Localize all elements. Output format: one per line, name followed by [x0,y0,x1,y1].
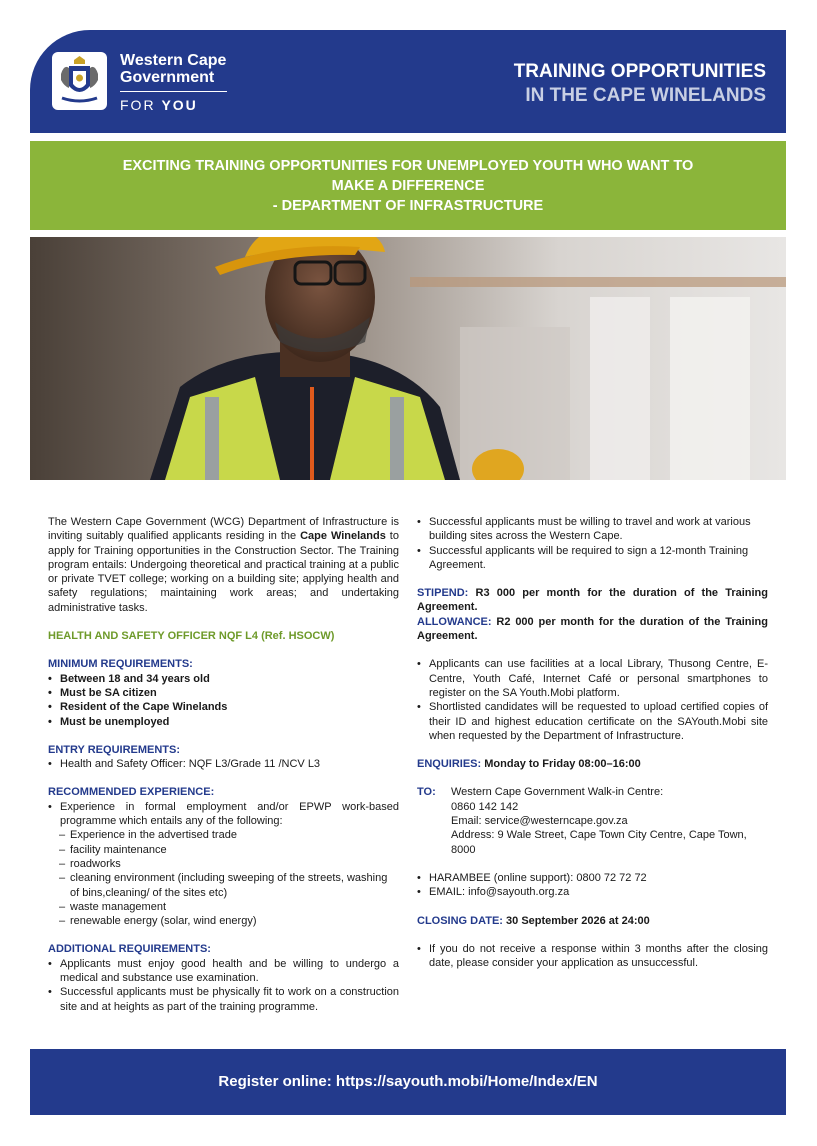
application-notes-list [417,657,768,743]
sub-list-item: – renewable energy (solar, wind energy) [48,914,399,928]
header-bar [30,30,786,133]
register-footer [30,1049,786,1115]
title-line-1: TRAINING OPPORTUNITIES [513,61,766,82]
recommended-experience-list [48,800,399,829]
left-column [48,515,399,1014]
closing-date-line [417,914,768,928]
allowance-label: ALLOWANCE: [417,615,492,628]
list-item: • Between 18 and 34 years old [48,672,399,686]
enquiries-label: ENQUIRIES: [417,758,482,771]
list-item: • Health and Safety Officer: NQF L3/Grade 11 /NCV L3 [48,757,399,771]
logo-tagline [120,97,198,113]
logo-line-2: Government [120,69,215,86]
list-item[interactable]: • EMAIL: info@sayouth.org.za [417,885,768,899]
sub-list-item: – Experience in the advertised trade [48,828,399,842]
closing-label: CLOSING DATE: [417,914,503,927]
intro-text-2: to apply for Training opportunities in the Construction Sector. The Training program entails: Undergoing theoretical and practical training at a public or private TVET college; working on a building site; applying health and safety regulations; maintaining work areas; and undertaking administrative tasks. [48,530,399,614]
list-item: • Successful applicants must be willing to travel and work at various building sites across the Western Cape. [417,515,768,544]
contact-line: Western Cape Government Walk-in Centre: [451,786,664,799]
experience-sublist [48,828,399,928]
enquiries-hours: Monday to Friday 08:00–16:00 [484,758,641,771]
logo-line-1: Western Cape [120,52,227,69]
list-item: • Must be unemployed [48,715,399,729]
list-item: • Must be SA citizen [48,686,399,700]
list-item: • Successful applicants must be physically fit to work on a construction site and at heights as part of the training programme. [48,985,399,1014]
list-item: • Applicants can use facilities at a local Library, Thusong Centre, E-Centre, Youth Café, Internet Café or personal smartphones to register on the SA Youth.Mobi platform. [417,657,768,700]
closing-note-list [417,942,768,971]
enquiries-line [417,757,768,771]
sub-list-item: – cleaning environment (including sweeping of the streets, washing of bins,cleaning/ of the sites etc) [48,871,399,900]
stipend-label: STIPEND: [417,587,469,600]
allowance-text: R2 000 per month for the duration of the Training Agreement. [417,615,768,643]
contacts-list [417,871,768,900]
list-item: • Shortlisted candidates will be requested to upload certified copies of their ID and highest education certificate on the SAYouth.Mobi site when requested by the Department of Infrastructure. [417,700,768,743]
list-item: • Successful applicants will be required to sign a 12-month Training Agreement. [417,544,768,573]
tagline-you: YOU [161,97,198,113]
intro-text-1: The Western Cape Government (WCG) Department of Infrastructure is inviting suitably qualified applicants residing in the [48,516,399,543]
stipend-text: R3 000 per month for the duration of the Training Agreement. [417,587,768,614]
additional-requirements-list-part-2 [417,515,768,572]
list-item: • Applicants must enjoy good health and be willing to undergo a medical and substance use examination. [48,957,399,986]
title-line-2: IN THE CAPE WINELANDS [525,85,766,106]
additional-requirements-list-part-1 [48,957,399,1014]
position-title: HEALTH AND SAFETY OFFICER NQF L4 (Ref. HSOCW) [48,630,335,643]
logo-wordmark [120,52,226,86]
contact-address: Address: 9 Wale Street, Cape Town City Centre, Cape Town, 8000 [451,829,747,856]
closing-date: 30 September 2026 at 24:00 [506,914,650,927]
list-item: • Experience in formal employment and/or EPWP work-based programme which entails any of the following: [48,800,399,829]
to-label: TO: [417,786,436,799]
tagline-for: FOR [120,97,156,113]
entry-requirements-list [48,757,399,771]
recommended-experience-heading: RECOMMENDED EXPERIENCE: [48,786,215,799]
right-column [417,515,768,970]
contact-email[interactable]: Email: service@westerncape.gov.za [451,815,628,828]
contact-details [451,785,768,856]
list-item: • If you do not receive a response within 3 months after the closing date, please consider your application as unsuccessful. [417,942,768,971]
contact-block [417,785,768,856]
logo-divider [120,91,227,92]
coat-of-arms-logo [52,52,107,110]
sub-list-item: – facility maintenance [48,843,399,857]
stipend-line [417,586,768,615]
allowance-line [417,615,768,644]
worker-photo [30,237,786,480]
additional-requirements-heading: ADDITIONAL REQUIREMENTS: [48,943,211,956]
list-item[interactable]: • HARAMBEE (online support): 0800 72 72 72 [417,871,768,885]
contact-phone[interactable]: 0860 142 142 [451,800,519,813]
register-link[interactable]: Register online: https://sayouth.mobi/Home/Index/EN [218,1073,598,1090]
minimum-requirements-list [48,672,399,729]
banner-line-1: EXCITING TRAINING OPPORTUNITIES FOR UNEMPLOYED YOUTH WHO WANT TO [122,158,694,174]
entry-requirements-heading: ENTRY REQUIREMENTS: [48,743,181,756]
intro-paragraph [48,515,399,615]
minimum-requirements-heading: MINIMUM REQUIREMENTS: [48,658,193,671]
page-title [514,60,766,108]
banner-line-2: MAKE A DIFFERENCE [331,178,485,194]
list-item: • Resident of the Cape Winelands [48,700,399,714]
headline-banner [30,141,786,230]
intro-highlight: Cape Winelands [300,530,386,543]
sub-list-item: – waste management [48,900,399,914]
sub-list-item: – roadworks [48,857,399,871]
banner-line-3: - DEPARTMENT OF INFRASTRUCTURE [272,198,544,214]
